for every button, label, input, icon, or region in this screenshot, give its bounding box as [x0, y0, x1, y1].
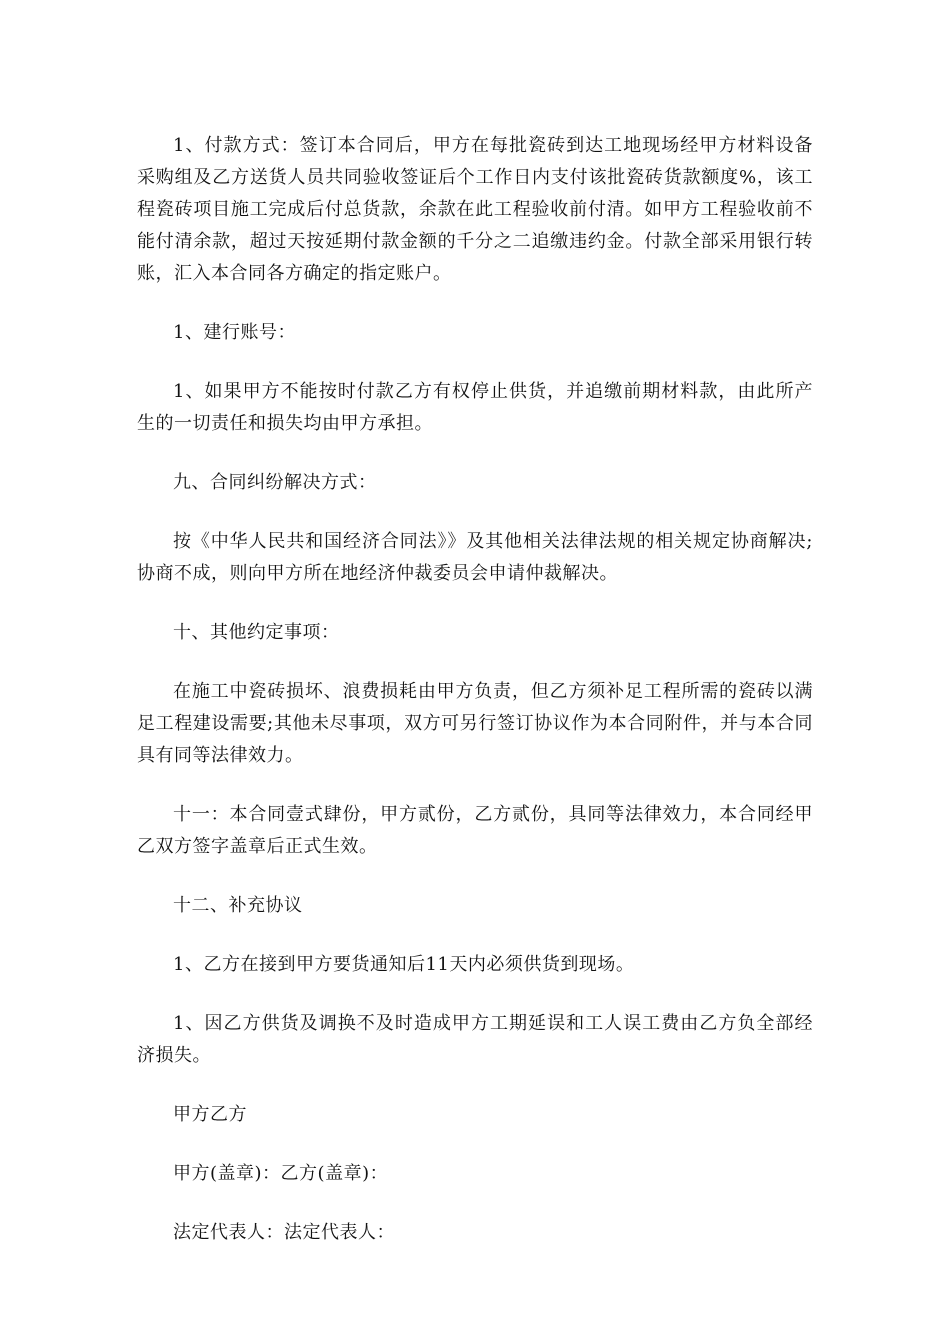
payment-method-clause: 1、付款方式：签订本合同后，甲方在每批瓷砖到达工地现场经甲方材料设备采购组及乙方送货人员共同验收签证后个工作日内支付该批瓷砖货款额度%，该工程瓷砖项目施工完成后付总货款，余款在此工程验收前付清。如甲方工程验收前不能付清余款，超过天按延期付款金额的千分之二追缴违约金。付款全部采用银行转账，汇入本合同各方确定的指定账户。 — [137, 135, 813, 284]
dispute-resolution-clause: 按《中华人民共和国经济合同法》》及其他相关法律法规的相关规定协商解决;协商不成，则向甲方所在地经济仲裁委员会申请仲裁解决。 — [137, 531, 813, 584]
section-12-heading: 十二、补充协议 — [173, 895, 303, 916]
bank-account-clause: 1、建行账号： — [173, 322, 296, 343]
other-matters-clause: 在施工中瓷砖损坏、浪费损耗由甲方负责，但乙方须补足工程所需的瓷砖以满足工程建设需要;其他未尽事项，双方可另行签订协议作为本合同附件，并与本合同具有同等法律效力。 — [137, 681, 813, 766]
section-10-heading: 十、其他约定事项： — [173, 622, 340, 643]
section-11-clause: 十一：本合同壹式肆份，甲方贰份，乙方贰份，具同等法律效力，本合同经甲乙双方签字盖章后正式生效。 — [137, 804, 813, 857]
document-body — [137, 130, 813, 1276]
section-9-heading: 九、合同纠纷解决方式： — [173, 472, 377, 493]
legal-representative-line: 法定代表人：法定代表人： — [173, 1222, 395, 1243]
delivery-clause: 1、乙方在接到甲方要货通知后11天内必须供货到现场。 — [173, 954, 635, 975]
parties-line: 甲方乙方 — [173, 1104, 247, 1125]
delay-liability-clause: 1、因乙方供货及调换不及时造成甲方工期延误和工人误工费由乙方负全部经济损失。 — [137, 1013, 813, 1066]
late-payment-clause: 1、如果甲方不能按时付款乙方有权停止供货，并追缴前期材料款，由此所产生的一切责任和损失均由甲方承担。 — [137, 381, 813, 434]
seal-line: 甲方(盖章)：乙方(盖章)： — [173, 1163, 389, 1184]
